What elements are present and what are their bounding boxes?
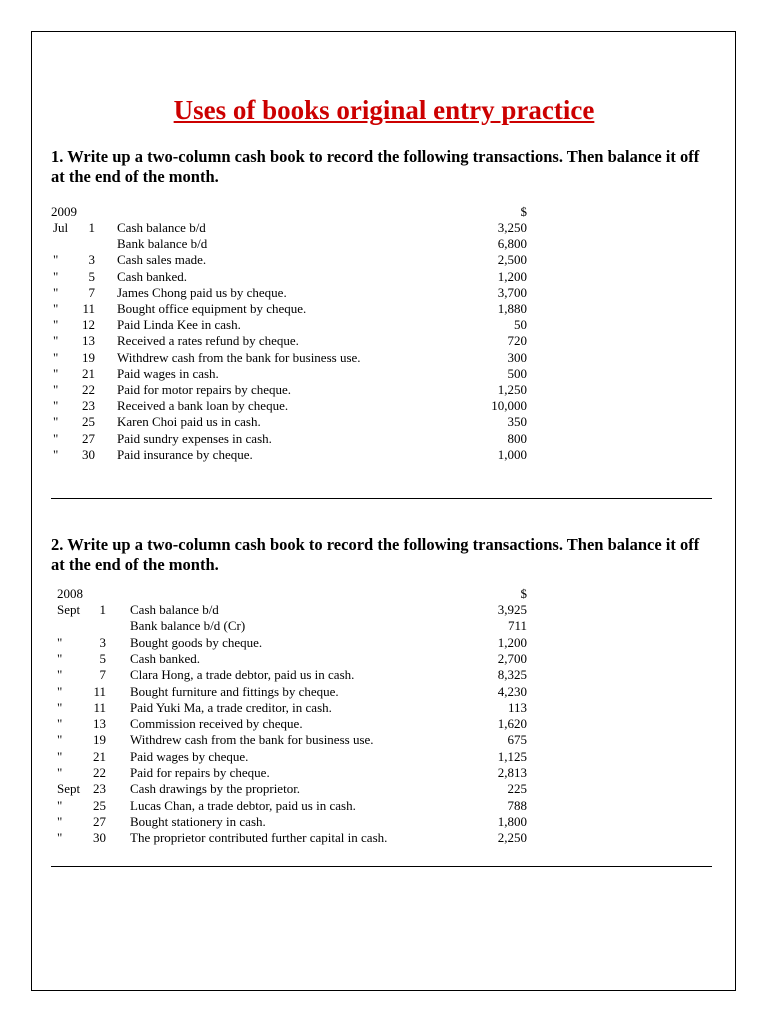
transaction-month: "	[57, 634, 63, 650]
transaction-amount: 225	[507, 781, 527, 797]
transaction-row	[51, 333, 531, 349]
transaction-month: "	[53, 430, 59, 446]
transaction-row	[51, 431, 531, 447]
transaction-month: "	[53, 414, 59, 430]
transaction-amount: 300	[507, 349, 527, 365]
section-divider	[51, 498, 712, 499]
transaction-day: 30	[82, 446, 95, 462]
transaction-row	[51, 749, 531, 765]
transaction-description: Commission received by cheque.	[130, 716, 303, 732]
transaction-day: 7	[88, 284, 95, 300]
transaction-amount: 3,925	[497, 602, 527, 617]
transaction-day: 13	[82, 333, 95, 349]
transaction-description: Bank balance b/d	[117, 236, 208, 252]
transaction-description: Paid wages by cheque.	[130, 748, 249, 764]
transaction-month: "	[57, 650, 63, 666]
transaction-description: Bank balance b/d (Cr)	[130, 618, 246, 634]
transaction-row	[51, 301, 531, 317]
transaction-description: Bought goods by cheque.	[130, 634, 263, 650]
transaction-amount: 6,800	[497, 236, 527, 252]
transaction-row	[51, 366, 531, 382]
transaction-amount: 2,250	[497, 830, 527, 846]
question-2: 2. Write up a two-column cash book to record the following transactions. Then balance it off at the end of the month.	[51, 535, 700, 574]
transaction-day: 3	[88, 252, 95, 268]
transaction-row	[51, 830, 531, 846]
transaction-day: 25	[93, 797, 106, 813]
transaction-row	[51, 635, 531, 651]
transaction-row	[51, 285, 531, 301]
transaction-month: "	[53, 333, 59, 349]
transaction-description: Paid for repairs by cheque.	[130, 765, 270, 780]
transaction-row	[51, 765, 531, 781]
transaction-description: Paid for motor repairs by cheque.	[117, 382, 292, 397]
transaction-row	[51, 398, 531, 414]
question-1: 1. Write up a two-column cash book to record the following transactions. Then balance it off at the end of the month.	[51, 147, 700, 186]
transaction-row	[51, 700, 531, 716]
q1-header-row	[51, 204, 531, 220]
transaction-description: Cash balance b/d	[117, 220, 206, 235]
transaction-day: 3	[99, 634, 106, 650]
transaction-amount: 2,813	[497, 765, 527, 780]
q1-currency: $	[520, 204, 527, 219]
transaction-amount: 4,230	[497, 683, 527, 699]
transaction-day: 5	[88, 268, 95, 284]
transaction-description: Cash sales made.	[117, 252, 207, 268]
transaction-day: 27	[82, 430, 95, 446]
transaction-description: Lucas Chan, a trade debtor, paid us in cash.	[130, 797, 356, 813]
transaction-month: "	[53, 398, 59, 414]
transaction-month: "	[57, 748, 63, 764]
transaction-amount: 1,200	[497, 268, 527, 284]
transaction-row	[51, 651, 531, 667]
transaction-day: 11	[82, 301, 95, 316]
transaction-row	[51, 350, 531, 366]
transaction-amount: 1,000	[497, 446, 527, 462]
transaction-day: 5	[99, 650, 106, 666]
transaction-day: 1	[99, 602, 106, 617]
transaction-description: Received a rates refund by cheque.	[117, 333, 299, 349]
transaction-day: 1	[88, 220, 95, 235]
transaction-description: The proprietor contributed further capital in cash.	[130, 830, 388, 846]
transaction-amount: 2,500	[497, 252, 527, 268]
transaction-row	[51, 447, 531, 463]
transaction-row	[51, 414, 531, 430]
transaction-row	[51, 814, 531, 830]
transaction-row	[51, 732, 531, 748]
transaction-month: "	[53, 446, 59, 462]
transaction-day: 19	[93, 732, 106, 748]
transaction-month: "	[53, 268, 59, 284]
transaction-description: Clara Hong, a trade debtor, paid us in cash.	[130, 667, 355, 683]
transaction-row	[51, 618, 531, 634]
transaction-description: James Chong paid us by cheque.	[117, 284, 287, 300]
transaction-description: Received a bank loan by cheque.	[117, 398, 289, 414]
transaction-month: "	[57, 830, 63, 846]
page-title: Uses of books original entry practice	[173, 95, 595, 125]
transaction-row	[51, 220, 531, 236]
transaction-month: "	[57, 683, 63, 699]
transaction-day: 19	[82, 349, 95, 365]
transaction-row	[51, 781, 531, 797]
transaction-row	[51, 684, 531, 700]
transaction-day: 27	[93, 813, 106, 829]
transaction-month: "	[57, 813, 63, 829]
transaction-month: "	[57, 797, 63, 813]
transaction-description: Cash banked.	[117, 268, 188, 284]
transaction-month: Sept	[57, 602, 81, 617]
transaction-description: Paid sundry expenses in cash.	[117, 430, 272, 446]
transaction-amount: 1,880	[497, 301, 527, 316]
transaction-description: Bought stationery in cash.	[130, 813, 266, 829]
transaction-month: Sept	[57, 781, 81, 797]
transaction-month: "	[57, 765, 63, 780]
transaction-amount: 788	[507, 797, 527, 813]
transaction-amount: 8,325	[497, 667, 527, 683]
transaction-day: 30	[93, 830, 106, 846]
transaction-description: Karen Choi paid us in cash.	[117, 414, 261, 430]
transaction-amount: 10,000	[491, 398, 527, 414]
transaction-amount: 50	[514, 317, 527, 333]
transaction-month: "	[53, 317, 59, 333]
transaction-amount: 3,700	[497, 284, 527, 300]
q1-year: 2009	[51, 204, 77, 219]
transaction-day: 25	[82, 414, 95, 430]
transaction-amount: 1,250	[497, 382, 527, 397]
transaction-amount: 350	[507, 414, 527, 430]
transaction-day: 22	[82, 382, 95, 397]
transaction-amount: 800	[507, 430, 527, 446]
transaction-month: "	[53, 284, 59, 300]
section-divider-bottom	[51, 866, 712, 867]
transaction-month: "	[53, 252, 59, 268]
transaction-row	[51, 236, 531, 252]
q2-year: 2008	[57, 586, 83, 601]
transaction-month: "	[53, 382, 59, 397]
transaction-description: Paid Linda Kee in cash.	[117, 317, 241, 333]
transaction-day: 21	[93, 748, 106, 764]
transaction-amount: 113	[507, 699, 527, 715]
transaction-month: Jul	[53, 220, 69, 235]
transaction-amount: 3,250	[497, 220, 527, 235]
transaction-description: Bought furniture and fittings by cheque.	[130, 683, 339, 699]
transaction-month: "	[57, 667, 63, 683]
transaction-month: "	[53, 365, 59, 381]
transaction-month: "	[53, 301, 59, 316]
transaction-amount: 711	[507, 618, 527, 634]
q2-header-row	[51, 586, 531, 602]
transaction-amount: 675	[507, 732, 527, 748]
transaction-row	[51, 602, 531, 618]
transaction-amount: 720	[507, 333, 527, 349]
transaction-month: "	[57, 732, 63, 748]
transaction-day: 11	[93, 683, 106, 699]
transaction-day: 11	[93, 699, 106, 715]
transaction-description: Paid wages in cash.	[117, 365, 219, 381]
transaction-row	[51, 798, 531, 814]
transaction-row	[51, 317, 531, 333]
transaction-description: Withdrew cash from the bank for business use.	[130, 732, 374, 748]
transaction-day: 12	[82, 317, 95, 333]
transaction-amount: 1,200	[497, 634, 527, 650]
transaction-day: 22	[93, 765, 106, 780]
transaction-day: 21	[82, 365, 95, 381]
transaction-description: Cash balance b/d	[130, 602, 219, 617]
transaction-row	[51, 252, 531, 268]
transaction-amount: 1,125	[497, 748, 527, 764]
transaction-day: 23	[82, 398, 95, 414]
transaction-month: "	[57, 699, 63, 715]
transaction-amount: 1,620	[497, 716, 527, 732]
transaction-month: "	[57, 716, 63, 732]
transaction-row	[51, 667, 531, 683]
transaction-description: Bought office equipment by cheque.	[117, 301, 307, 316]
transaction-amount: 1,800	[497, 813, 527, 829]
transaction-day: 13	[93, 716, 106, 732]
transaction-description: Paid insurance by cheque.	[117, 446, 253, 462]
transaction-description: Cash banked.	[130, 650, 201, 666]
transaction-description: Cash drawings by the proprietor.	[130, 781, 301, 797]
transaction-description: Paid Yuki Ma, a trade creditor, in cash.	[130, 699, 332, 715]
q2-currency: $	[520, 586, 527, 601]
transaction-row	[51, 382, 531, 398]
transaction-day: 23	[93, 781, 106, 797]
transaction-description: Withdrew cash from the bank for business use.	[117, 349, 361, 365]
transaction-amount: 500	[507, 365, 527, 381]
transaction-row	[51, 269, 531, 285]
transaction-day: 7	[99, 667, 106, 683]
transaction-amount: 2,700	[497, 650, 527, 666]
transaction-month: "	[53, 349, 59, 365]
transaction-row	[51, 716, 531, 732]
